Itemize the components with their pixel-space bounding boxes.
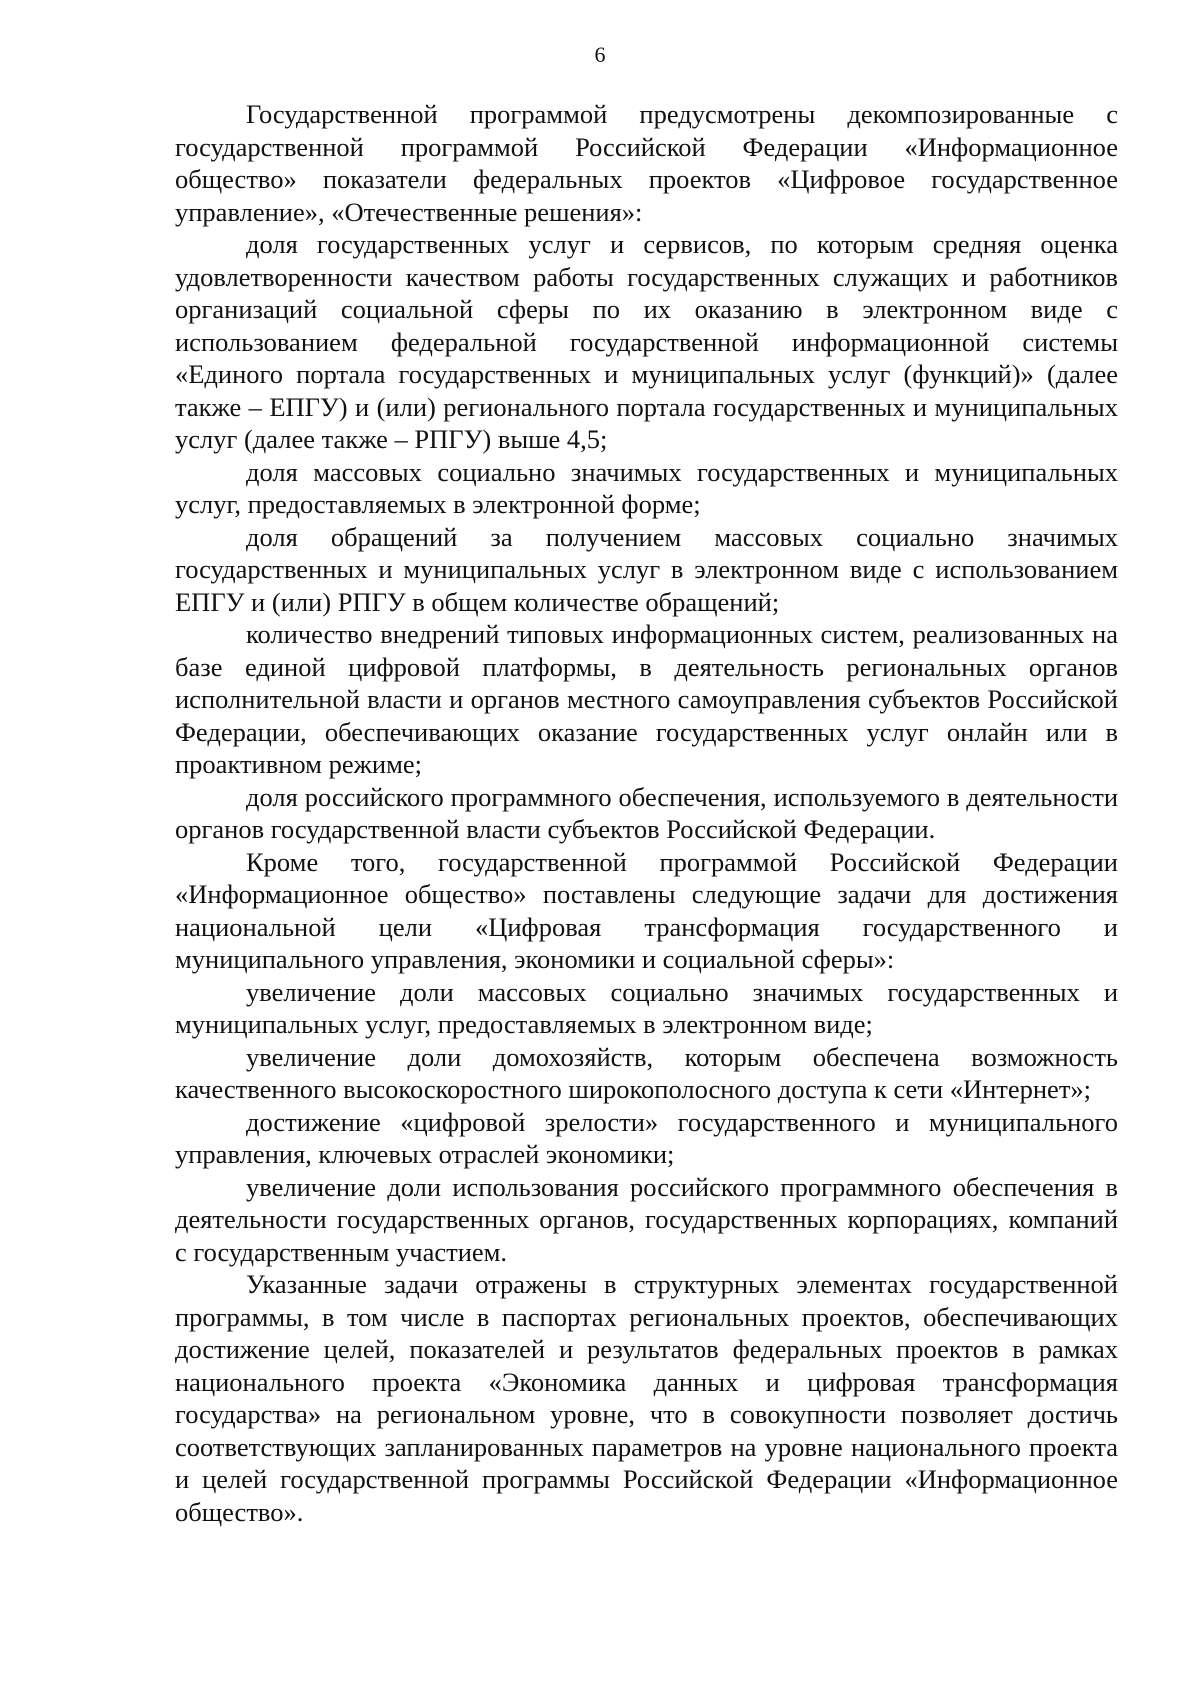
paragraph-task-digital-maturity: достижение «цифровой зрелости» государственного и муниципального управления, ключевых отраслей экономики; (175, 1106, 1118, 1169)
paragraph-task-broadband: увеличение доли домохозяйств, которым обеспечена возможность качественного высокоскоростного широкополосного доступа к сети «Интернет»; (175, 1041, 1118, 1104)
paragraph-indicator-requests-share: доля обращений за получением массовых социально значимых государственных и муниципальных услуг в электронном виде с использованием ЕПГУ и (или) РПГУ в общем количестве обращений; (175, 521, 1118, 617)
paragraph-task-electronic-services: увеличение доли массовых социально значимых государственных и муниципальных услуг, предоставляемых в электронном виде; (175, 976, 1118, 1039)
paragraph-indicator-service-quality: доля государственных услуг и сервисов, по которым средняя оценка удовлетворенности качеством работы государственных служащих и работников организаций социальной сферы по их оказанию в электронном виде с использованием федеральной государственной информационной системы «Единого портала государственных и муниципальных услуг (функций)» (далее также – ЕПГУ) и (или) регионального портала государственных и муниципальных услуг (далее также – РПГУ) выше 4,5; (175, 229, 1118, 454)
paragraph-intro: Государственной программой предусмотрены декомпозированные с государственной программой Российской Федерации «Информационное общество» показатели федеральных проектов «Цифровое государственное управление», «Отечественные решения»: (175, 99, 1118, 227)
paragraph-task-russian-software: увеличение доли использования российского программного обеспечения в деятельности государственных органов, государственных корпорациях, компаний с государственным участием. (175, 1171, 1118, 1267)
document-body (175, 98, 1118, 1528)
paragraph-tasks-intro: Кроме того, государственной программой Российской Федерации «Информационное общество» поставлены следующие задачи для достижения национальной цели «Цифровая трансформация государственного и муниципального управления, экономики и социальной сферы»: (175, 846, 1118, 974)
paragraph-indicator-russian-software: доля российского программного обеспечения, используемого в деятельности органов государственной власти субъектов Российской Федерации. (175, 781, 1118, 844)
paragraph-indicator-typical-systems: количество внедрений типовых информационных систем, реализованных на базе единой цифровой платформы, в деятельность региональных органов исполнительной власти и органов местного самоуправления субъектов Российской Федерации, обеспечивающих оказание государственных услуг онлайн или в проактивном режиме; (175, 619, 1118, 779)
paragraph-conclusion: Указанные задачи отражены в структурных элементах государственной программы, в том числе в паспортах региональных проектов, обеспечивающих достижение целей, показателей и результатов федеральных проектов в рамках национального проекта «Экономика данных и цифровая трансформация государства» на региональном уровне, что в совокупности позволяет достичь соответствующих запланированных параметров на уровне национального проекта и целей государственной программы Российской Федерации «Информационное общество». (175, 1269, 1118, 1527)
page-number: 6 (594, 42, 606, 67)
paragraph-indicator-electronic-services: доля массовых социально значимых государственных и муниципальных услуг, предоставляемых в электронной форме; (175, 456, 1118, 519)
